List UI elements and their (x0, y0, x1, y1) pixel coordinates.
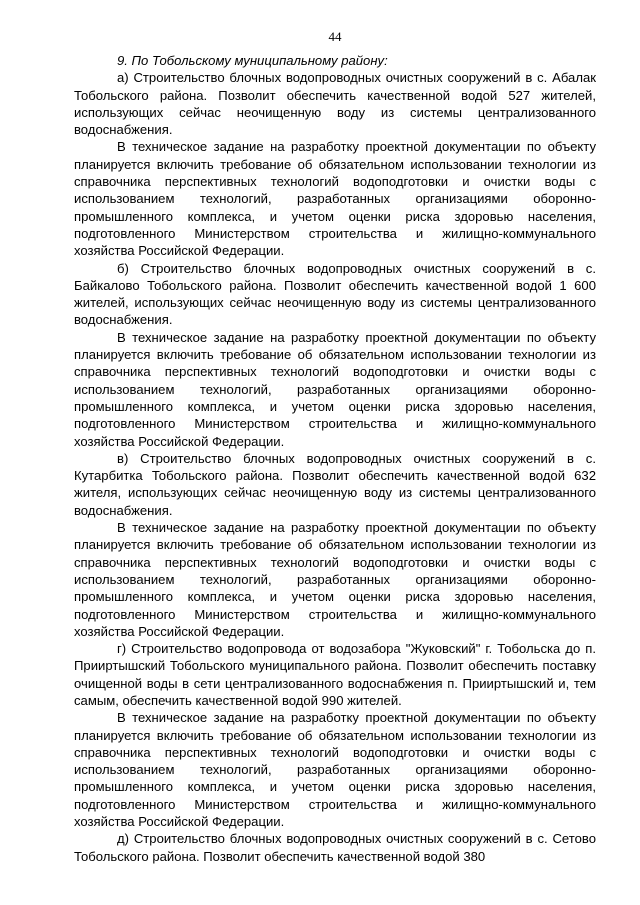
paragraph-g-priirtyshsky: г) Строительство водопровода от водозабора "Жуковский" г. Тобольска до п. Прииртышский Тобольского муниципального района. Позволит обеспечить поставку очищенной воды в сети централизованного водоснабжения п. Прииртышский и, тем самым, обеспечить качественной водой 990 жителей. (74, 641, 596, 708)
section-heading: 9. По Тобольскому муниципальному району: (117, 53, 388, 68)
paragraph-technical-requirements: В техническое задание на разработку проектной документации по объекту планируется включить требование об обязательном использовании технологии из справочника перспективных технологий водоподготовки и очистки воды с использованием технологий, разработанных организациями оборонно-промышленного комплекса, и учетом оценки риска здоровью населения, подготовленного Министерством строительства и жилищно-коммунального хозяйства Российской Федерации. (74, 329, 596, 449)
paragraph-technical-requirements: В техническое задание на разработку проектной документации по объекту планируется включить требование об обязательном использовании технологии из справочника перспективных технологий водоподготовки и очистки воды с использованием технологий, разработанных организациями оборонно-промышленного комплекса, и учетом оценки риска здоровью населения, подготовленного Министерством строительства и жилищно-коммунального хозяйства Российской Федерации. (74, 520, 596, 639)
paragraph-b-baikalovo: б) Строительство блочных водопроводных очистных сооружений в с. Байкалово Тобольского района. Позволит обеспечить качественной водой 1 600 жителей, использующих сейчас неочищенную воду из системы централизованного водоснабжения. (74, 260, 596, 328)
paragraph-a-abalak: а) Строительство блочных водопроводных очистных сооружений в с. Абалак Тобольского района. Позволит обеспечить качественной водой 527 жителей, использующих сейчас неочищенную воду из системы централизованного водоснабжения. (74, 70, 596, 138)
paragraph-technical-requirements: В техническое задание на разработку проектной документации по объекту планируется включить требование об обязательном использовании технологии из справочника перспективных технологий водоподготовки и очистки воды с использованием технологий, разработанных организациями оборонно-промышленного комплекса, и учетом оценки риска здоровью населения, подготовленного Министерством строительства и жилищно-коммунального хозяйства Российской Федерации. (74, 139, 596, 259)
page-number: 44 (328, 29, 342, 44)
document-page (74, 28, 596, 865)
paragraph-d-setovo: д) Строительство блочных водопроводных очистных сооружений в с. Сетово Тобольского района. Позволит обеспечить качественной водой 380 (74, 831, 596, 864)
paragraph-v-kutarbitka: в) Строительство блочных водопроводных очистных сооружений в с. Кутарбитка Тобольского района. Позволит обеспечить качественной водой 632 жителя, использующих сейчас неочищенную воду из системы централизованного водоснабжения. (74, 450, 596, 518)
paragraph-technical-requirements: В техническое задание на разработку проектной документации по объекту планируется включить требование об обязательном использовании технологии из справочника перспективных технологий водоподготовки и очистки воды с использованием технологий, разработанных организациями оборонно-промышленного комплекса, и учетом оценки риска здоровью населения, подготовленного Министерством строительства и жилищно-коммунального хозяйства Российской Федерации. (74, 710, 596, 830)
